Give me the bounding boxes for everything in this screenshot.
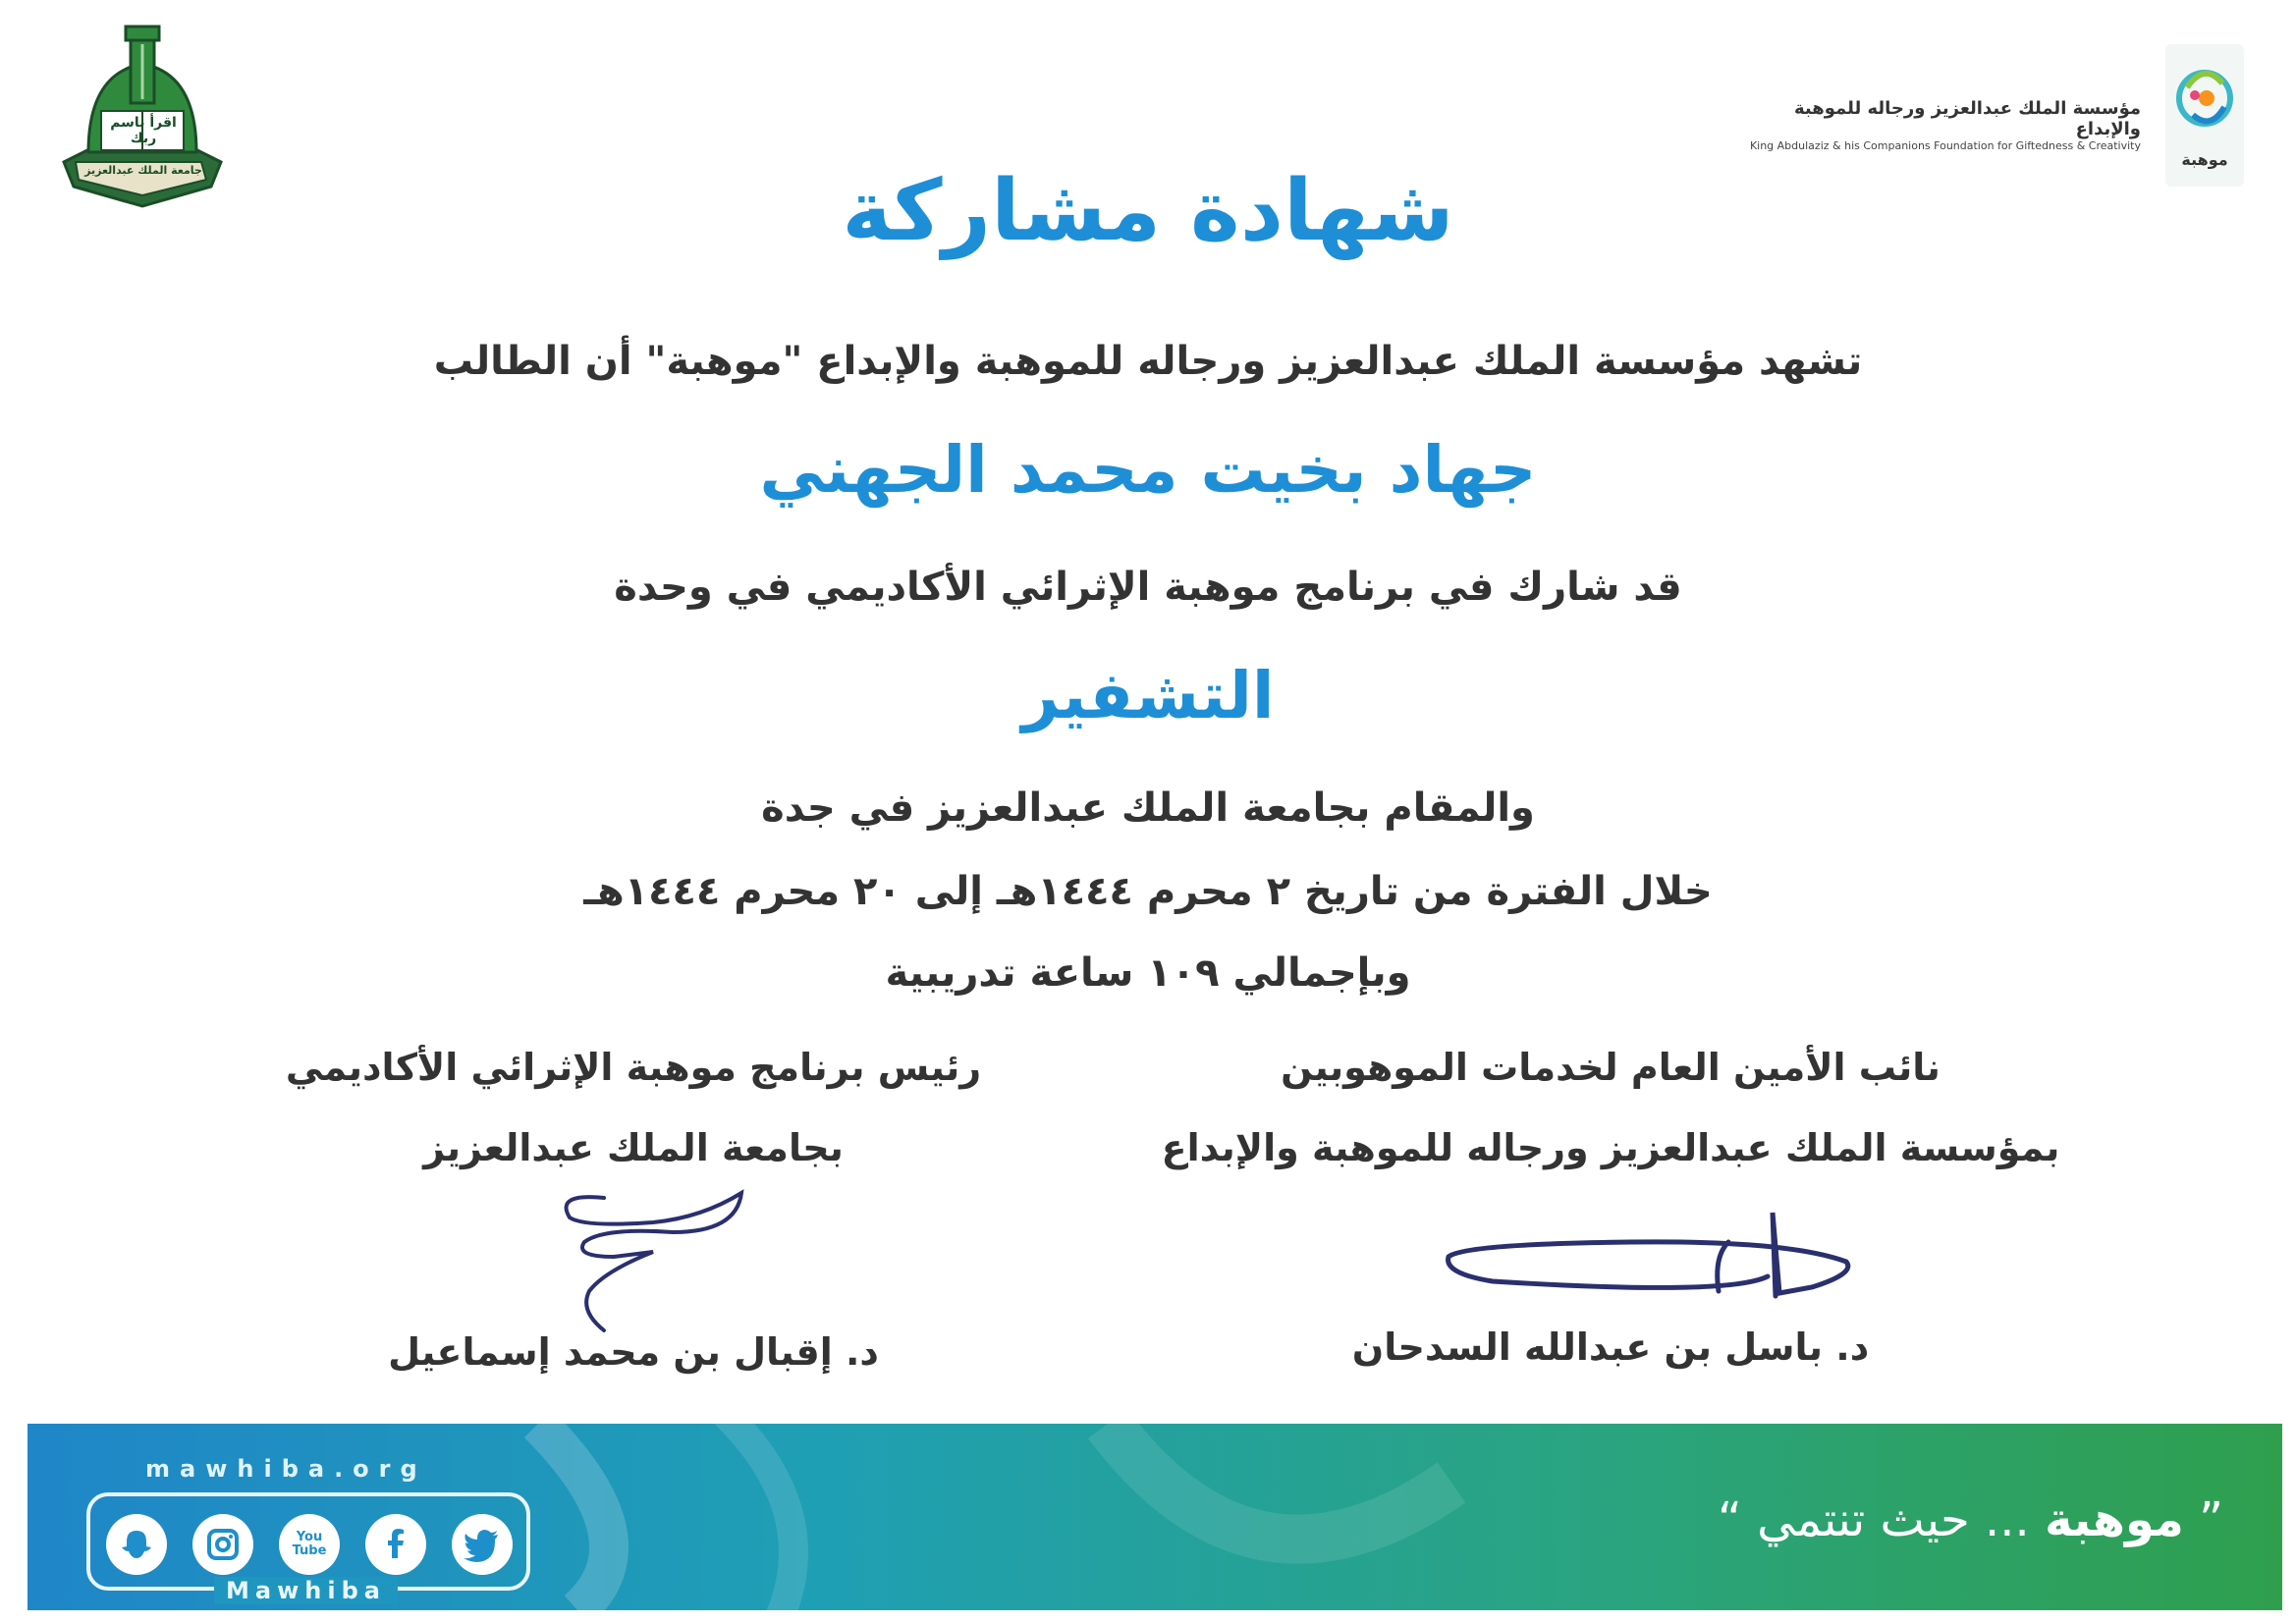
signature-right [1434, 1203, 1866, 1321]
foundation-logo-label: موهبة [2181, 150, 2228, 169]
student-name: جهاد بخيت محمد الجهني [759, 432, 1537, 508]
brand-label: Mawhiba [214, 1577, 398, 1604]
twitter-icon[interactable] [452, 1514, 513, 1575]
university-logo-text: اقرأ باسم ربك [110, 115, 177, 146]
footer-slogan [1718, 1492, 2223, 1547]
signer-org: بجامعة الملك عبدالعزيز [423, 1126, 844, 1169]
university-seal-text: جامعة الملك عبدالعزيز [84, 164, 202, 177]
certificate-intro: تشهد مؤسسة الملك عبدالعزيز ورجاله للموهبة والإبداع "موهبة" أن الطالب [433, 339, 1863, 384]
period-statement: خلال الفترة من تاريخ ٢ محرم ١٤٤٤هـ إلى ٢٠ محرم ١٤٤٤هـ [583, 869, 1713, 914]
signer-role: رئيس برنامج موهبة الإثرائي الأكاديمي [285, 1046, 982, 1089]
foundation-name-ar: مؤسسة الملك عبدالعزيز ورجاله للموهبة والإبداع [1794, 98, 2141, 139]
signer-org: بمؤسسة الملك عبدالعزيز ورجاله للموهبة والإبداع [1161, 1126, 2060, 1169]
youtube-icon[interactable] [279, 1514, 340, 1575]
mawhiba-logo-icon [2165, 44, 2244, 152]
quote-open: ” [2199, 1492, 2223, 1547]
location-statement: والمقام بجامعة الملك عبدالعزيز في جدة [761, 785, 1535, 831]
signature-block-left [241, 1046, 1026, 1169]
website-url[interactable]: mawhiba.org [145, 1455, 427, 1483]
signer-role: نائب الأمين العام لخدمات الموهوبين [1281, 1046, 1941, 1089]
unit-name: التشفير [1021, 658, 1275, 733]
quote-close: “ [1717, 1492, 1742, 1547]
signer-name-right: د. باسل بن عبدالله السدحان [1351, 1325, 1870, 1369]
facebook-icon[interactable] [365, 1514, 426, 1575]
slogan-brand: موهبة [2045, 1492, 2184, 1547]
snapchat-icon[interactable] [106, 1514, 167, 1575]
foundation-name-en: King Abdulaziz & his Companions Foundation for Giftedness & Creativity [1749, 139, 2141, 152]
certificate-title: شهادة مشاركة [842, 162, 1454, 260]
footer-band [27, 1424, 2282, 1610]
hours-statement: وبإجمالي ١٠٩ ساعة تدريبية [885, 950, 1411, 996]
signer-name-left: د. إقبال بن محمد إسماعيل [388, 1330, 879, 1374]
instagram-icon[interactable] [192, 1514, 253, 1575]
slogan-tail: ... حيث تنتمي [1757, 1492, 2030, 1547]
participation-statement: قد شارك في برنامج موهبة الإثرائي الأكاديمي في وحدة [614, 565, 1682, 610]
signature-left [545, 1173, 771, 1350]
signature-block-right [1159, 1046, 2062, 1169]
youtube-label: You Tube [292, 1529, 327, 1558]
social-links [86, 1492, 530, 1591]
